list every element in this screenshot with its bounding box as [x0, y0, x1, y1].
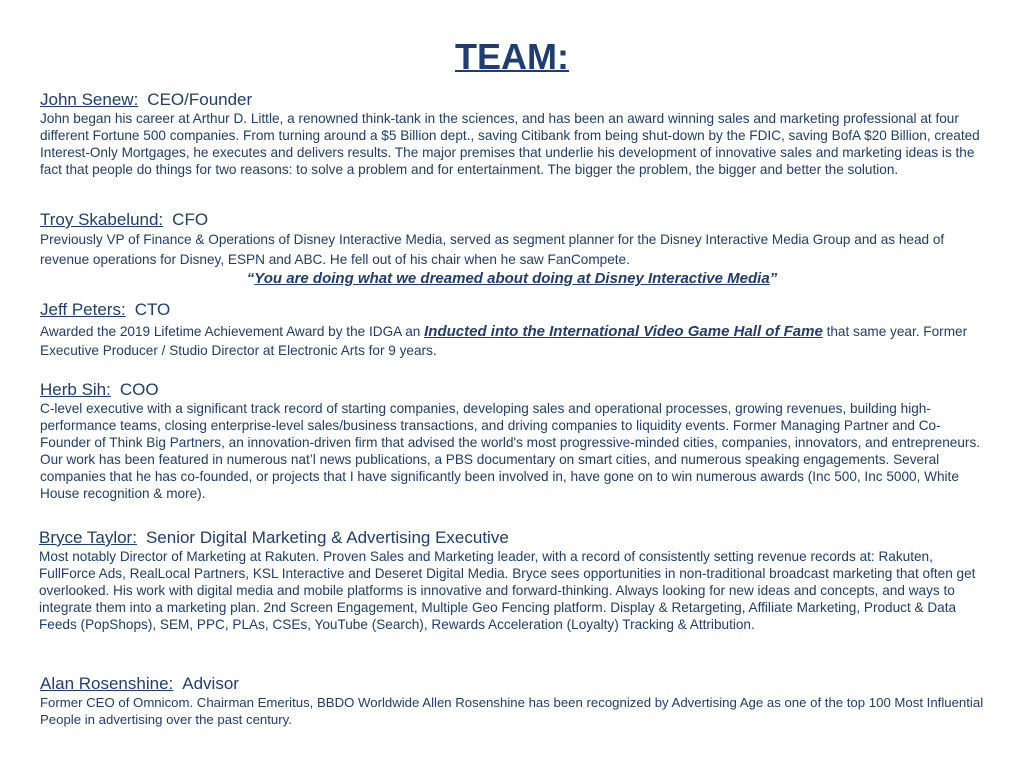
member-role: Senior Digital Marketing & Advertising Executive: [145, 528, 509, 547]
quote-text: You are doing what we dreamed about doing at Disney Interactive Media: [254, 270, 770, 287]
team-member-herb-sih: [40, 380, 990, 502]
member-bio: Former CEO of Omnicom. Chairman Emeritus, BBDO Worldwide Allen Rosenshine has been recognized by Advertising Age as one of the top 100 Most Influential People in advertising over the past century.: [40, 695, 984, 727]
member-name: Alan Rosenshine:: [40, 674, 174, 693]
member-bio: John began his career at Arthur D. Little, a renowned think-tank in the sciences, and has been an award winning sales and marketing professional at four different Fortune 500 companies. From turning around a $5 Billion dept., saving Citibank from being shut-down by the FDIC, saving BofA $20 Billion, created Interest-Only Mortgages, he executes and delivers results. The major premises that underlie his development of innovative sales and marketing ideas is the fact that people do things for two reasons: to solve a problem and for entertainment. The bigger the problem, the bigger and better the solution.: [40, 111, 980, 177]
quote-close-mark: ”: [769, 270, 778, 287]
team-member-jeff-peters: [40, 300, 990, 360]
member-role: CFO: [172, 210, 209, 229]
member-heading: [40, 300, 990, 320]
team-member-alan-rosenshine: [40, 674, 990, 728]
member-name: John Senew:: [40, 90, 139, 109]
member-bio: Most notably Director of Marketing at Rakuten. Proven Sales and Marketing leader, with a record of consistently setting revenue records at: Rakuten, FullForce Ads, RealLocal Partners, KSL Interactive and Deseret Digital Media. Bryce sees opportunities in non-traditional broadcast marketing that often get overlooked. His work with digital media and mobile platforms is innovative and forward-thinking. Always looking for new ideas and concepts, and ways to integrate them into a marketing plan. 2nd Screen Engagement, Multiple Geo Fencing platform. Display & Retargeting, Affiliate Marketing, Product & Data Feeds (PopShops), SEM, PPC, PLAs, CSEs, YouTube (Search), Rewards Acceleration (Loyalty) Tracking & Attribution.: [39, 549, 976, 632]
member-heading: [39, 528, 989, 548]
team-member-troy-skabelund: [40, 210, 990, 270]
member-heading: [40, 90, 990, 110]
member-bio: [40, 322, 990, 360]
team-member-john-senew: [40, 90, 990, 178]
member-bio-text: Awarded the 2019 Lifetime Achievement Award by the IDGA an: [40, 324, 425, 339]
member-name: Bryce Taylor:: [39, 528, 137, 547]
member-bio-text: that same year. Former Executive Producer / Studio Director at Electronic Arts for 9 years.: [40, 324, 968, 358]
member-heading: [40, 210, 990, 230]
member-bio: Previously VP of Finance & Operations of Disney Interactive Media, served as segment planner for the Disney Interactive Media Group and as head of revenue operations for Disney, ESPN and ABC. He fell out of his chair when he saw FanCompete.: [40, 232, 945, 267]
member-heading: [40, 674, 990, 694]
quote-open-mark: “: [246, 270, 255, 287]
team-member-bryce-taylor: [39, 528, 989, 633]
member-bio: C-level executive with a significant track record of starting companies, developing sales and operational processes, growing revenues, building high-performance teams, closing enterprise-level sales/business transactions, and driving companies to liquidity events. Former Managing Partner and Co-Founder of Think Big Partners, an innovation-driven firm that advised the world's most progressive-minded cities, companies, innovators, and entrepreneurs. Our work has been featured in numerous nat’l news publications, a PBS documentary on smart cities, and numerous speaking engagements. Several companies that he has co-founded, or projects that I have significantly been involved in, have gone on to win numerous awards (Inc 500, Inc 5000, White House recognition & more).: [40, 401, 981, 501]
member-name: Herb Sih:: [40, 380, 111, 399]
testimonial-quote: [0, 270, 1024, 287]
member-name: Troy Skabelund:: [40, 210, 164, 229]
member-role: CEO/Founder: [147, 90, 253, 109]
member-role: Advisor: [182, 674, 239, 693]
hall-of-fame-link[interactable]: Inducted into the International Video Game Hall of Fame: [424, 323, 823, 340]
member-name: Jeff Peters:: [40, 300, 126, 319]
member-role: CTO: [134, 300, 171, 319]
member-role: COO: [119, 380, 159, 399]
page-title: TEAM:: [455, 36, 569, 77]
member-heading: [40, 380, 990, 400]
